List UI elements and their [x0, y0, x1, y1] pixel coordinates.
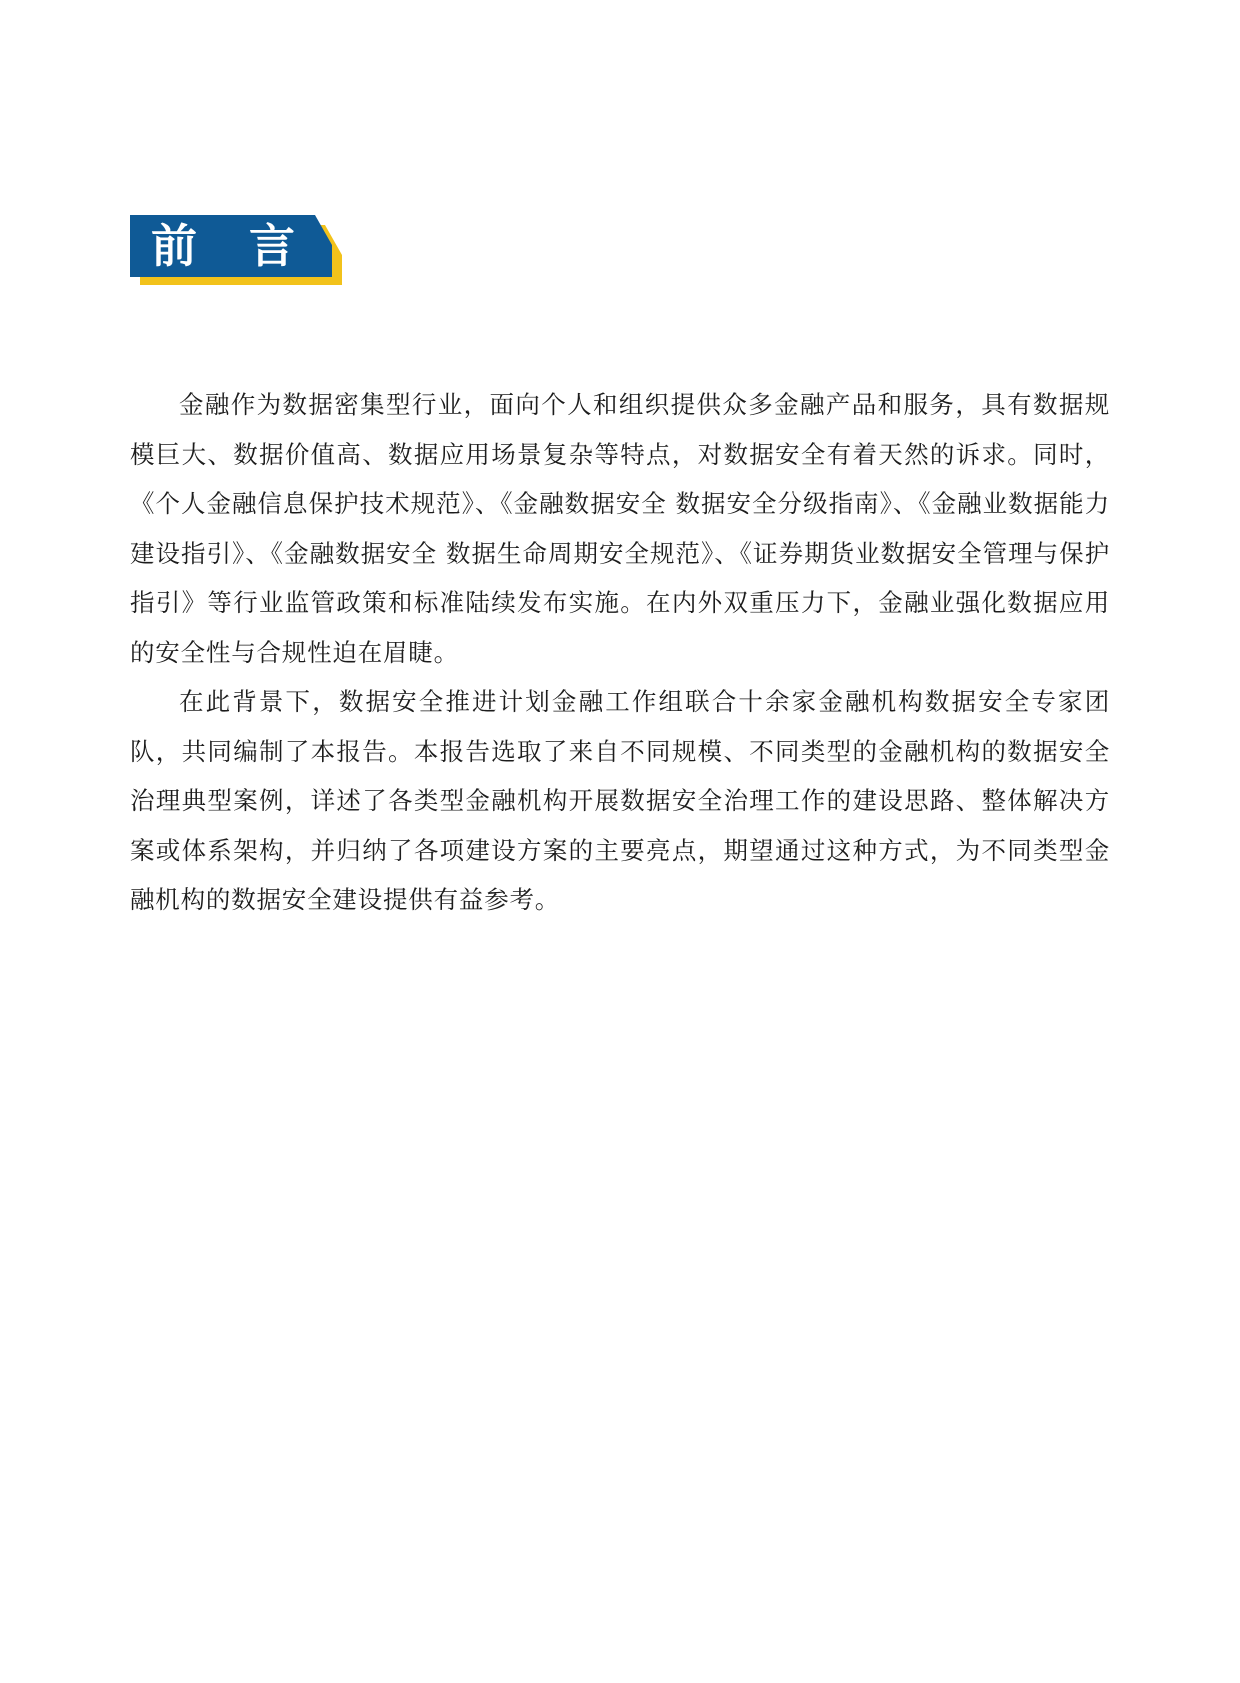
paragraph-1: 金融作为数据密集型行业，面向个人和组织提供众多金融产品和服务，具有数据规模巨大、数据价值高、数据应用场景复杂等特点，对数据安全有着天然的诉求。同时，《个人金融信息保护技术规范》、《金融数据安全 数据安全分级指南》、《金融业数据能力建设指引》、《金融数据安全 数据生命周期安全规范》、《证券期货业数据安全管理与保护指引》等行业监管政策和标准陆续发布实施。在内外双重压力下，金融业强化数据应用的安全性与合规性迫在眉睫。: [130, 390, 1110, 667]
section-heading: [130, 215, 345, 285]
paragraph-2: 在此背景下，数据安全推进计划金融工作组联合十余家金融机构数据安全专家团队，共同编制了本报告。本报告选取了来自不同规模、不同类型的金融机构的数据安全治理典型案例，详述了各类型金融机构开展数据安全治理工作的建设思路、整体解决方案或体系架构，并归纳了各项建设方案的主要亮点，期望通过这种方式，为不同类型金融机构的数据安全建设提供有益参考。: [130, 687, 1110, 914]
preface-body: [130, 380, 1110, 925]
page-title: 前 言: [150, 219, 313, 273]
